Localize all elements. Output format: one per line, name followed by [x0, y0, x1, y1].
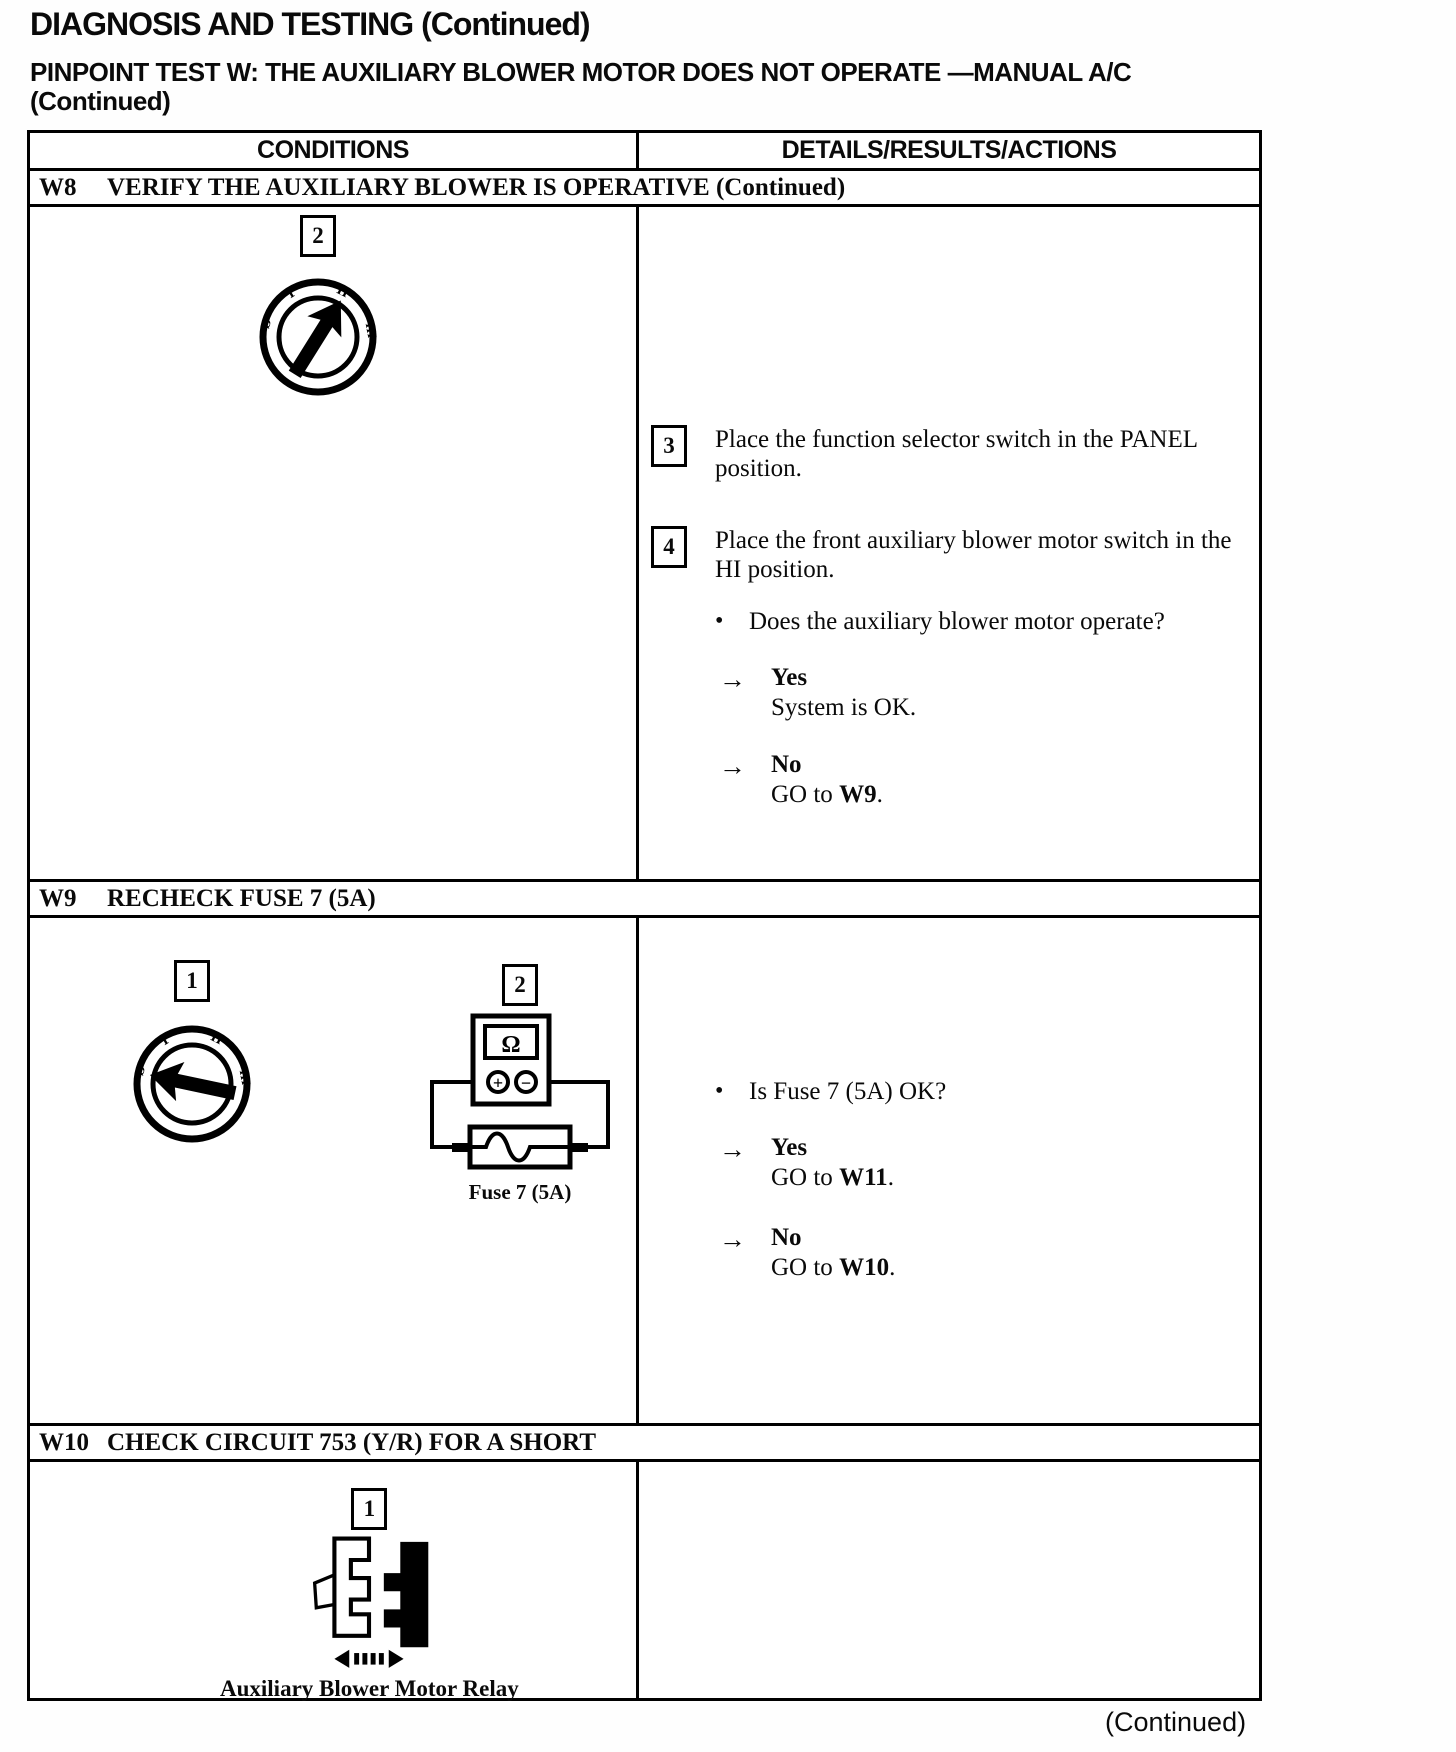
page-title: DIAGNOSIS AND TESTING (Continued)	[30, 6, 590, 42]
question-text: Does the auxiliary blower motor operate?	[749, 608, 1165, 635]
section-w9-body	[30, 918, 1259, 1426]
step-badge: 1	[174, 960, 210, 1002]
w9-details-cell	[636, 918, 1259, 1423]
step-text: Place the function selector switch in the PANEL position.	[715, 426, 1198, 483]
bullet-icon: •	[715, 1078, 724, 1104]
table-header-row	[30, 133, 1259, 171]
result-row-yes: → Yes GO to W11.	[719, 1134, 894, 1191]
section-id: W10	[39, 1428, 89, 1456]
fuse-pin	[452, 1143, 468, 1152]
result-arrow-icon: →	[719, 664, 746, 694]
dial-label-3: III	[236, 1068, 255, 1086]
dial-label-1: I	[158, 1032, 172, 1049]
rotary-switch-icon	[122, 1008, 262, 1150]
question-text: Is Fuse 7 (5A) OK?	[749, 1078, 947, 1105]
section-w8-title-row	[30, 171, 1259, 207]
figure-caption: Auxiliary Blower Motor Relay	[220, 1676, 519, 1701]
ohm-symbol: Ω	[501, 1032, 521, 1058]
function-selector-switch-off-figure	[122, 960, 262, 1150]
question-row	[715, 1078, 1259, 1106]
relay-body	[384, 1542, 428, 1647]
section-w8-body	[30, 207, 1259, 882]
result-row-no: → No GO to W10.	[719, 1224, 896, 1281]
result-answer: No	[771, 751, 802, 778]
svg-text:+: +	[492, 1073, 504, 1093]
ohmmeter-fuse-figure	[410, 964, 630, 1205]
page-subtitle	[30, 58, 1270, 115]
step-badge: 3	[651, 425, 687, 467]
result-action: System is OK.	[771, 694, 917, 721]
result-target: W9	[839, 781, 877, 808]
section-w9-title-row	[30, 882, 1259, 918]
result-row-no: → No GO to W9.	[719, 751, 883, 808]
w10-conditions-cell	[30, 1462, 636, 1701]
result-answer: No	[771, 1224, 802, 1251]
dial-pointer-icon	[278, 290, 358, 385]
result-row-yes	[719, 663, 1259, 723]
auxiliary-blower-motor-relay-figure	[220, 1488, 519, 1702]
step-badge: 2	[502, 964, 538, 1006]
disconnect-arrow-left-icon	[335, 1650, 350, 1668]
rotary-switch-icon	[248, 261, 388, 403]
section-id: W9	[39, 884, 77, 912]
result-arrow-icon: →	[719, 1134, 746, 1164]
section-title: RECHECK FUSE 7 (5A)	[107, 884, 376, 912]
col-header-details: DETAILS/RESULTS/ACTIONS	[636, 133, 1259, 168]
bullet-icon: •	[715, 608, 724, 634]
dial-label-off: Ø	[131, 1063, 149, 1078]
dial-label-2: II	[333, 281, 352, 302]
section-id: W8	[39, 173, 77, 201]
connector-body	[335, 1539, 370, 1636]
question-row	[715, 608, 1259, 636]
w8-conditions-cell	[30, 207, 636, 879]
step-badge: 2	[300, 215, 336, 257]
section-title: CHECK CIRCUIT 753 (Y/R) FOR A SHORT	[107, 1428, 596, 1456]
w9-conditions-cell	[30, 918, 636, 1423]
result-answer: Yes	[771, 1134, 808, 1161]
step-row	[651, 526, 1259, 585]
result-action: GO to	[771, 781, 840, 808]
function-selector-switch-figure	[248, 215, 388, 403]
connector-tab	[315, 1575, 335, 1608]
dial-label-off: Ø	[257, 316, 275, 331]
fuse-pin	[572, 1143, 588, 1152]
w10-details-cell	[636, 1462, 1259, 1698]
page-subtitle-line2: (Continued)	[30, 85, 171, 116]
section-w10-body	[30, 1462, 1259, 1701]
dial-label-2: II	[207, 1028, 226, 1049]
result-arrow-icon: →	[719, 751, 746, 781]
ohmmeter-across-fuse-icon	[410, 1012, 630, 1176]
svg-text:−: −	[520, 1073, 532, 1093]
col-header-conditions: CONDITIONS	[257, 136, 409, 164]
step-badge: 1	[351, 1488, 387, 1530]
step-text: Place the front auxiliary blower motor switch in the HI position.	[715, 526, 1232, 583]
figure-caption: Fuse 7 (5A)	[468, 1180, 572, 1204]
test-lead-wire	[432, 1082, 473, 1147]
result-action: GO to	[771, 1254, 840, 1281]
dial-label-3: III	[362, 321, 381, 339]
relay-connector-icon	[269, 1532, 469, 1672]
step-badge: 4	[651, 526, 687, 568]
w8-details-cell	[636, 207, 1259, 879]
section-title: VERIFY THE AUXILIARY BLOWER IS OPERATIVE (Continued)	[107, 173, 846, 201]
footer-continued: (Continued)	[1105, 1707, 1247, 1737]
disconnect-arrow-right-icon	[389, 1650, 404, 1668]
result-target: W10	[839, 1254, 890, 1281]
pinpoint-test-table	[27, 130, 1262, 1701]
result-arrow-icon: →	[719, 1224, 746, 1254]
page-subtitle-line1: PINPOINT TEST W: THE AUXILIARY BLOWER MOTOR DOES NOT OPERATE —MANUAL A/C	[30, 57, 1132, 87]
step-row	[651, 425, 1259, 484]
result-answer: Yes	[771, 664, 808, 691]
dial-label-1: I	[284, 285, 298, 302]
section-w10-title-row	[30, 1426, 1259, 1462]
result-target: W11	[839, 1164, 888, 1191]
result-action: GO to	[771, 1164, 840, 1191]
